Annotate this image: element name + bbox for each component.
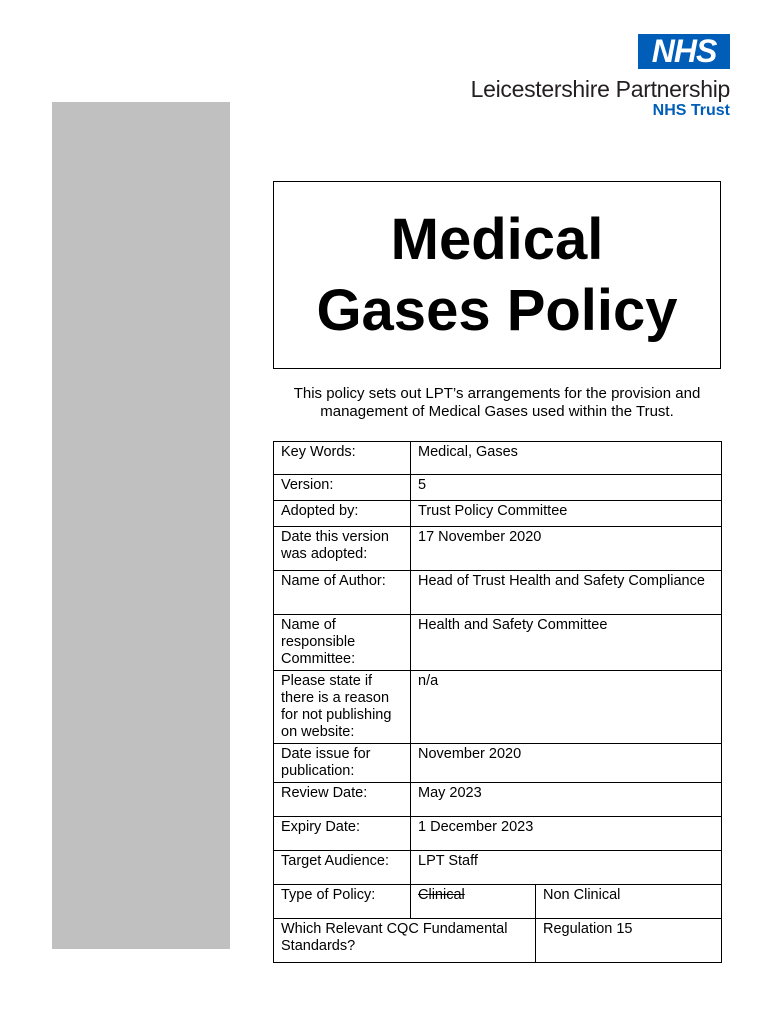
title-line-2: Gases Policy	[316, 278, 678, 343]
row-value: Health and Safety Committee	[411, 615, 722, 671]
table-row	[274, 475, 722, 501]
table-row	[274, 783, 722, 817]
row-value: LPT Staff	[411, 851, 722, 885]
policy-type-struck	[411, 885, 536, 919]
table-row	[274, 442, 722, 475]
row-label: Review Date:	[274, 783, 411, 817]
row-label: Date this version was adopted:	[274, 527, 411, 571]
row-label: Name of Author:	[274, 571, 411, 615]
row-value: Regulation 15	[536, 919, 722, 963]
policy-type-clinical: Clinical	[418, 887, 465, 903]
intro-text: This policy sets out LPT’s arrangements for the provision and management of Medical Gases used within the Trust.	[293, 385, 701, 420]
title-line-1: Medical	[390, 207, 604, 272]
row-value: n/a	[411, 671, 722, 744]
page-title	[274, 204, 720, 346]
table-row	[274, 744, 722, 783]
row-value: 5	[411, 475, 722, 501]
row-value: May 2023	[411, 783, 722, 817]
row-label: Expiry Date:	[274, 817, 411, 851]
row-value: November 2020	[411, 744, 722, 783]
table-row	[274, 671, 722, 744]
row-value: Head of Trust Health and Safety Compliance	[411, 571, 722, 615]
row-value: 1 December 2023	[411, 817, 722, 851]
nhs-badge: NHS	[638, 34, 730, 69]
row-label: Which Relevant CQC Fundamental Standards?	[274, 919, 536, 963]
row-label: Please state if there is a reason for not publishing on website:	[274, 671, 411, 744]
org-name: Leicestershire Partnership	[470, 76, 730, 102]
table-row	[274, 615, 722, 671]
row-label: Date issue for publication:	[274, 744, 411, 783]
row-value: 17 November 2020	[411, 527, 722, 571]
row-label: Adopted by:	[274, 501, 411, 527]
row-value: Trust Policy Committee	[411, 501, 722, 527]
table-row	[274, 851, 722, 885]
nhs-logo	[400, 34, 730, 124]
row-label: Key Words:	[274, 442, 411, 475]
side-grey-bar	[52, 102, 230, 949]
row-value: Medical, Gases	[411, 442, 722, 475]
org-subtitle: NHS Trust	[652, 102, 730, 119]
table-row	[274, 817, 722, 851]
table-row-policy-type	[274, 885, 722, 919]
table-row	[274, 527, 722, 571]
row-label: Name of responsible Committee:	[274, 615, 411, 671]
table-row	[274, 571, 722, 615]
policy-metadata-table	[273, 441, 722, 963]
row-label: Version:	[274, 475, 411, 501]
table-row	[274, 501, 722, 527]
table-row-cqc	[274, 919, 722, 963]
title-box	[273, 181, 721, 369]
row-label: Type of Policy:	[274, 885, 411, 919]
row-label: Target Audience:	[274, 851, 411, 885]
policy-type-selected: Non Clinical	[536, 885, 722, 919]
